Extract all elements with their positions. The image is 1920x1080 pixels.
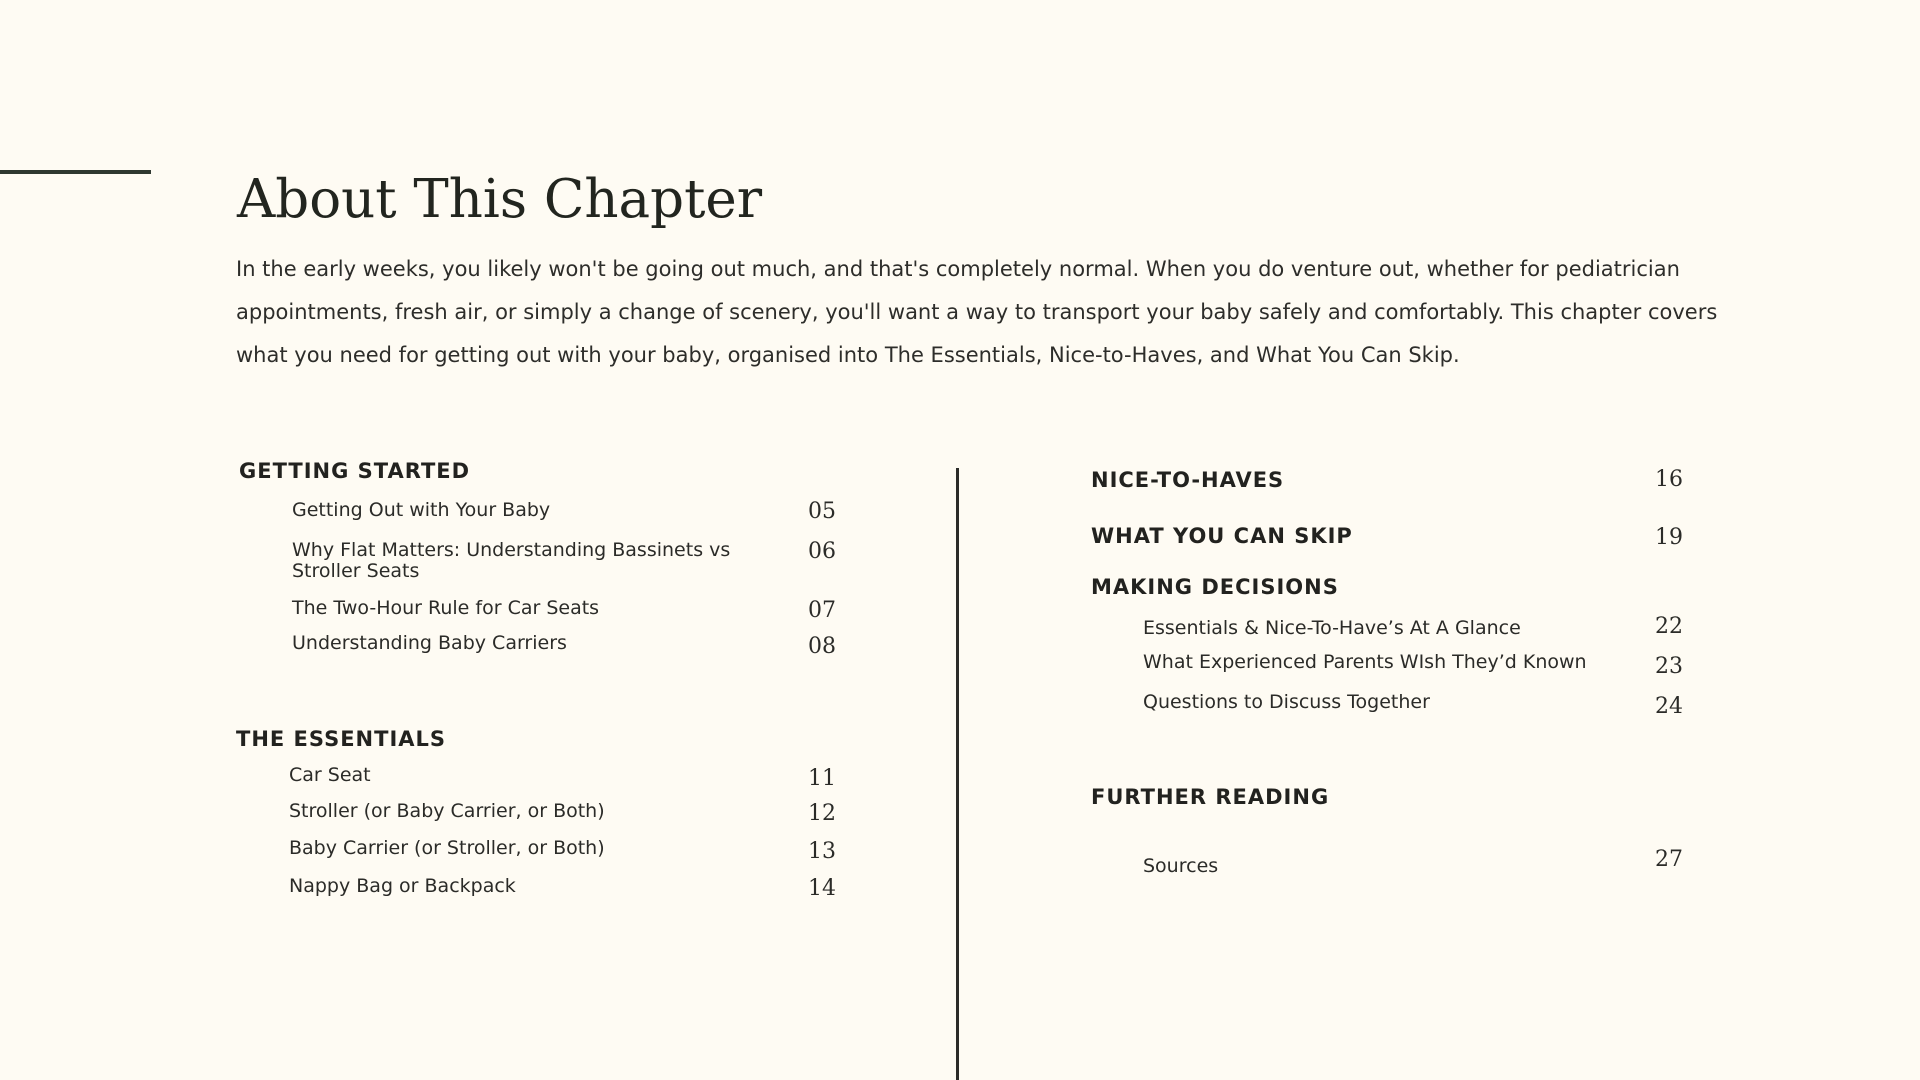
accent-rule bbox=[0, 170, 151, 174]
toc-heading-essentials: THE ESSENTIALS bbox=[236, 727, 447, 751]
toc-entry-car-seat[interactable]: Car Seat bbox=[289, 764, 371, 786]
toc-page-two-hour-rule: 07 bbox=[808, 598, 836, 623]
toc-entry-stroller[interactable]: Stroller (or Baby Carrier, or Both) bbox=[289, 800, 605, 822]
toc-page-why-flat-matters: 06 bbox=[808, 539, 836, 564]
toc-page-nappy-bag: 14 bbox=[808, 876, 836, 901]
toc-heading-what-you-can-skip[interactable]: WHAT YOU CAN SKIP bbox=[1091, 524, 1353, 548]
toc-page-baby-carriers: 08 bbox=[808, 634, 836, 659]
toc-page-at-a-glance: 22 bbox=[1655, 614, 1683, 639]
toc-page-questions: 24 bbox=[1655, 694, 1683, 719]
toc-page-experienced-parents: 23 bbox=[1655, 654, 1683, 679]
toc-entry-questions[interactable]: Questions to Discuss Together bbox=[1143, 691, 1430, 713]
toc-page-sources: 27 bbox=[1655, 847, 1683, 872]
toc-entry-sources[interactable]: Sources bbox=[1143, 855, 1219, 877]
toc-page-nice-to-haves: 16 bbox=[1655, 467, 1683, 492]
toc-page-stroller: 12 bbox=[808, 801, 836, 826]
toc-page-baby-carrier: 13 bbox=[808, 839, 836, 864]
toc-page-car-seat: 11 bbox=[808, 766, 836, 791]
toc-entry-why-flat-matters[interactable]: Why Flat Matters: Understanding Bassinets vs Stroller Seats bbox=[292, 539, 731, 582]
toc-entry-getting-out[interactable]: Getting Out with Your Baby bbox=[292, 499, 551, 521]
column-divider bbox=[956, 468, 959, 1080]
toc-entry-two-hour-rule[interactable]: The Two-Hour Rule for Car Seats bbox=[292, 597, 600, 619]
toc-entry-experienced-parents[interactable]: What Experienced Parents WIsh They’d Known bbox=[1143, 651, 1587, 673]
toc-entry-at-a-glance[interactable]: Essentials & Nice-To-Have’s At A Glance bbox=[1143, 617, 1521, 639]
toc-heading-making-decisions: MAKING DECISIONS bbox=[1091, 575, 1339, 599]
toc-heading-nice-to-haves[interactable]: NICE-TO-HAVES bbox=[1091, 468, 1285, 492]
chapter-intro: In the early weeks, you likely won't be going out much, and that's completely normal. When you do venture out, whether for pediatrician appointments, fresh air, or simply a change of scenery, you'll want a way to transport your baby safely and comfortably. This chapter covers what you need for getting out with your baby, organised into The Essentials, Nice-to-Haves, and What You Can Skip. bbox=[236, 257, 1718, 367]
chapter-title: About This Chapter bbox=[237, 169, 763, 230]
toc-page-getting-out: 05 bbox=[808, 499, 836, 524]
toc-heading-getting-started: GETTING STARTED bbox=[239, 459, 471, 483]
toc-entry-nappy-bag[interactable]: Nappy Bag or Backpack bbox=[289, 875, 516, 897]
toc-heading-further-reading: FURTHER READING bbox=[1091, 785, 1330, 809]
toc-entry-baby-carrier[interactable]: Baby Carrier (or Stroller, or Both) bbox=[289, 837, 605, 859]
toc-page-what-you-can-skip: 19 bbox=[1655, 525, 1683, 550]
toc-entry-baby-carriers[interactable]: Understanding Baby Carriers bbox=[292, 632, 567, 654]
